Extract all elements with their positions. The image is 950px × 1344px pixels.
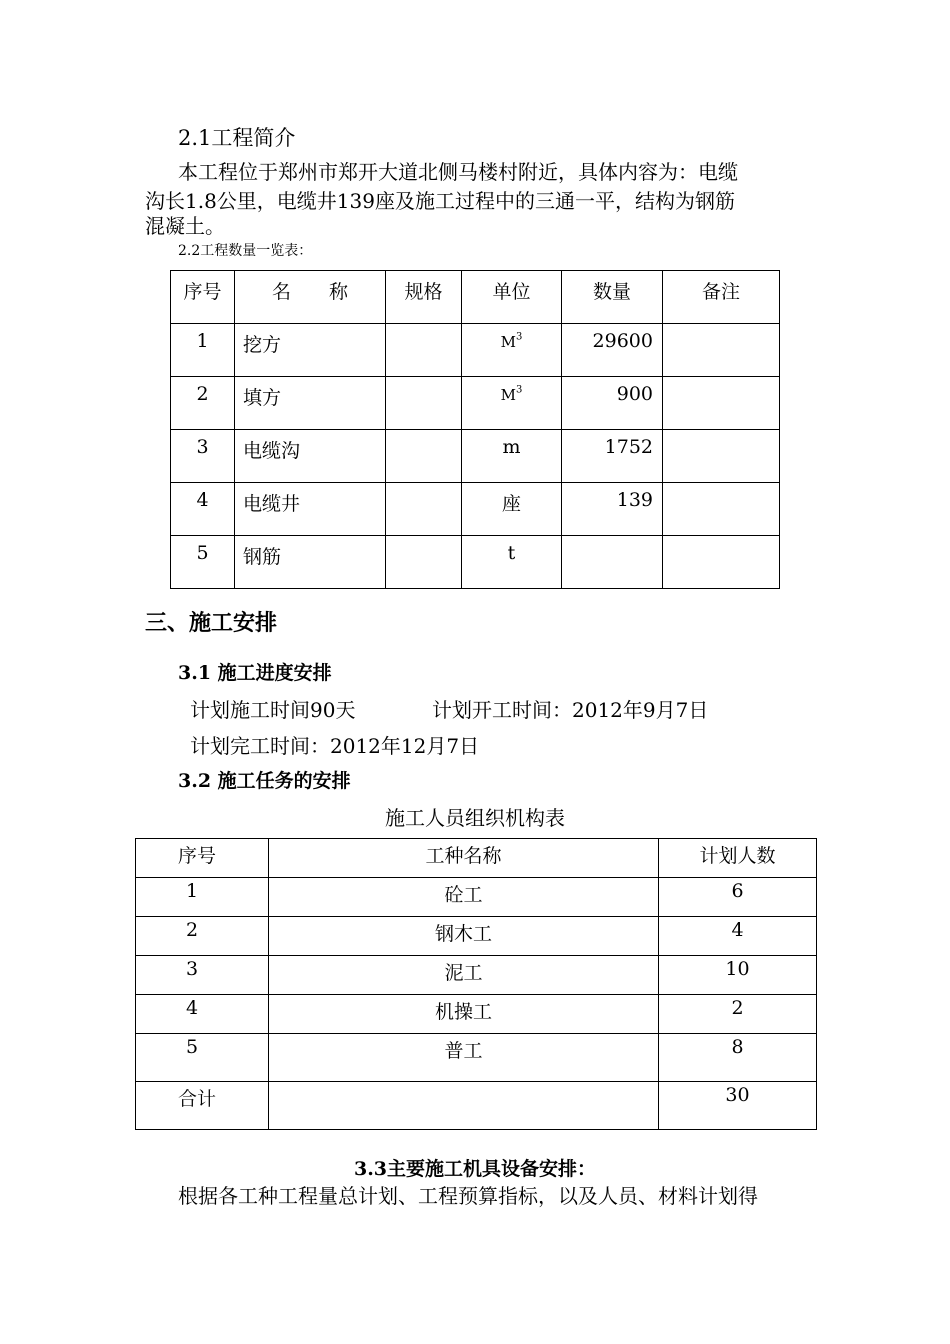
row-seq: 5: [136, 1034, 269, 1082]
row-trade: 泥工: [269, 956, 659, 995]
unit-base: M: [500, 333, 516, 351]
row-note: [663, 430, 780, 483]
row-note: [663, 324, 780, 377]
row-qty: 139: [562, 483, 663, 536]
row-unit: [462, 377, 562, 430]
row-name: 填方: [235, 377, 386, 430]
plan-start: 计划开工时间：2012年9月7日: [432, 698, 709, 722]
row-seq: 3: [171, 430, 235, 483]
row-trade: 普工: [269, 1034, 659, 1082]
total-row: [136, 1082, 817, 1130]
quantity-table: [170, 270, 780, 589]
total-label: 合计: [136, 1082, 269, 1130]
header-unit: 单位: [462, 271, 562, 324]
row-spec: [386, 483, 462, 536]
row-unit: [462, 536, 562, 589]
row-name: 挖方: [235, 324, 386, 377]
table-row: [171, 483, 780, 536]
table-row: [136, 917, 817, 956]
row-qty: [562, 536, 663, 589]
row-seq: 2: [136, 917, 269, 956]
row-count: 2: [659, 995, 817, 1034]
row-name: 电缆沟: [235, 430, 386, 483]
header-seq: 序号: [171, 271, 235, 324]
row-spec: [386, 536, 462, 589]
header-trade: 工种名称: [269, 839, 659, 878]
total-count: 30: [659, 1082, 817, 1130]
table-row: [136, 956, 817, 995]
unit-superscript: 3: [515, 331, 523, 343]
header-seq: 序号: [136, 839, 269, 878]
table-row: [171, 324, 780, 377]
row-count: 8: [659, 1034, 817, 1082]
row-note: [663, 483, 780, 536]
table-row: [171, 377, 780, 430]
section-2-1-heading: 2.1工程简介: [178, 126, 296, 150]
row-trade: 机操工: [269, 995, 659, 1034]
header-count: 计划人数: [659, 839, 817, 878]
total-trade: [269, 1082, 659, 1130]
row-seq: 4: [136, 995, 269, 1034]
unit-base: m: [502, 436, 521, 458]
row-spec: [386, 377, 462, 430]
intro-paragraph-line2: 沟长1.8公里，电缆井139座及施工过程中的三通一平，结构为钢筋: [145, 189, 735, 213]
unit-base: t: [507, 542, 516, 564]
row-note: [663, 536, 780, 589]
row-count: 10: [659, 956, 817, 995]
row-unit: [462, 430, 562, 483]
table-row: [136, 878, 817, 917]
unit-base: 座: [501, 493, 521, 515]
intro-paragraph-line3: 混凝土。: [145, 214, 225, 238]
row-seq: 4: [171, 483, 235, 536]
plan-end: 计划完工时间：2012年12月7日: [190, 734, 480, 758]
row-spec: [386, 324, 462, 377]
header-spec: 规格: [386, 271, 462, 324]
row-trade: 砼工: [269, 878, 659, 917]
section-3-3-paragraph: 根据各工种工程量总计划、工程预算指标，以及人员、材料计划得: [178, 1184, 758, 1208]
table-row: [136, 1034, 817, 1082]
row-name: 电缆井: [235, 483, 386, 536]
plan-duration: 计划施工时间90天: [190, 698, 356, 722]
unit-superscript: 3: [515, 384, 523, 396]
row-seq: 2: [171, 377, 235, 430]
quantity-table-caption: 2.2工程数量一览表：: [178, 243, 313, 259]
row-unit: [462, 483, 562, 536]
header-qty: 数量: [562, 271, 663, 324]
row-trade: 钢木工: [269, 917, 659, 956]
row-seq: 1: [136, 878, 269, 917]
header-note: 备注: [663, 271, 780, 324]
table-row: [136, 995, 817, 1034]
header-name: 名 称: [235, 271, 386, 324]
staff-table: [135, 838, 817, 1130]
row-spec: [386, 430, 462, 483]
staff-header-row: [136, 839, 817, 878]
section-3-3-heading: 3.3主要施工机具设备安排：: [353, 1158, 597, 1180]
unit-base: M: [500, 386, 516, 404]
row-unit: [462, 324, 562, 377]
staff-table-caption: 施工人员组织机构表: [385, 806, 565, 830]
row-seq: 5: [171, 536, 235, 589]
row-qty: 29600: [562, 324, 663, 377]
row-note: [663, 377, 780, 430]
table-row: [171, 430, 780, 483]
row-qty: 900: [562, 377, 663, 430]
section-3-1-heading: 3.1 施工进度安排: [178, 662, 332, 684]
table-header-row: [171, 271, 780, 324]
row-count: 4: [659, 917, 817, 956]
table-row: [171, 536, 780, 589]
row-seq: 1: [171, 324, 235, 377]
intro-paragraph-line1: 本工程位于郑州市郑开大道北侧马楼村附近，具体内容为：电缆: [178, 160, 738, 184]
row-seq: 3: [136, 956, 269, 995]
section-3-2-heading: 3.2 施工任务的安排: [178, 770, 351, 792]
row-count: 6: [659, 878, 817, 917]
row-qty: 1752: [562, 430, 663, 483]
section-3-heading: 三、施工安排: [145, 610, 278, 636]
row-name: 钢筋: [235, 536, 386, 589]
